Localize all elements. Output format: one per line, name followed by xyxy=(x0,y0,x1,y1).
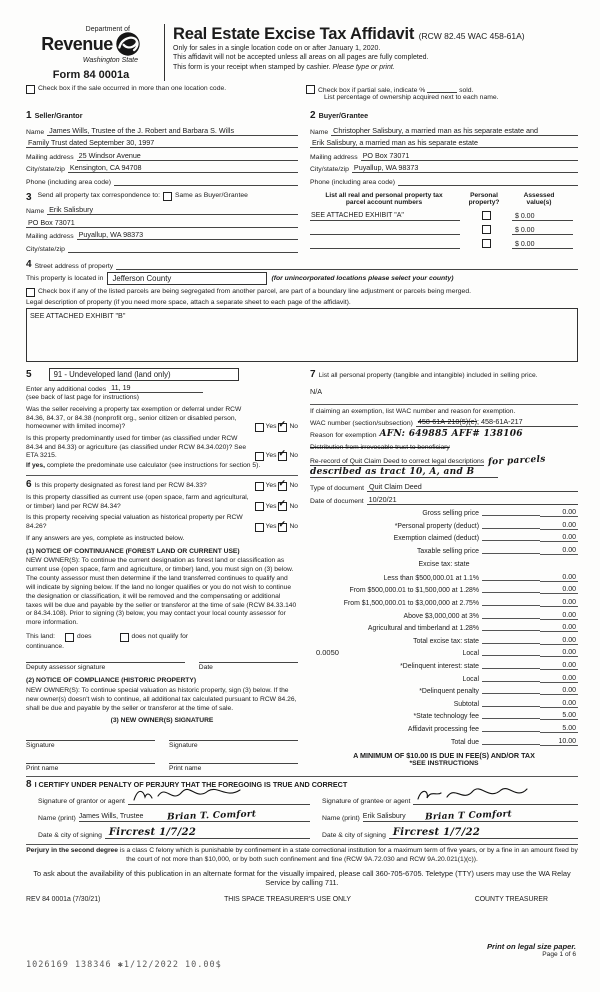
exemption-note: If claiming an exemption, list WAC number and reason for exemption. xyxy=(310,407,516,415)
does-label: does xyxy=(77,633,92,641)
section-7-tax xyxy=(310,368,578,773)
leader-line xyxy=(482,539,540,541)
grantee-signature-field[interactable] xyxy=(413,794,578,805)
section-2-number: 2 xyxy=(310,110,316,121)
exemption-deferral-question: Was the seller receiving a property tax exemption or deferral under RCW 84.36, 84.37, or 84.38 (nonprofit org., senior citizen or disabled person, homeowner with limited income)? xyxy=(26,405,242,431)
fee-row xyxy=(310,700,578,708)
assessed-value-field[interactable]: $ 0.00 xyxy=(512,241,573,249)
grantor-name-handwriting: Brian T. Comfort xyxy=(166,809,257,823)
multi-location-label: Check box if the sale occurred in more than one location code. xyxy=(38,85,227,92)
new-owner-signature-heading: (3) NEW OWNER(S) SIGNATURE xyxy=(110,717,214,725)
deputy-assessor-signature-field[interactable]: Deputy assessor signature xyxy=(26,662,185,671)
price-rows xyxy=(310,509,578,555)
minimum-due-note: A MINIMUM OF $10.00 IS DUE IN FEE(S) AND/OR TAX xyxy=(353,750,535,760)
leader-line xyxy=(482,692,540,694)
section-6-number: 6 xyxy=(26,478,32,490)
corr-mailing-label: Mailing address xyxy=(26,233,74,240)
rerecord-handwriting-2: described as tract 10, A, and B xyxy=(310,467,498,478)
form-title-rcw: (RCW 82.45 WAC 458-61A) xyxy=(418,31,525,41)
historic-no-checkbox[interactable] xyxy=(278,518,287,532)
section-6-designation: 6 Is this property designated as forest land per RCW 84.33? Yes ✓ No Is this property classified as current use (open space, farm and agricultural, or timber) land per RCW 84.34? Yes ✓ No Is this property receiving special valuation as historical property per RCW 84.26? Yes ✓ No If any answers are yes, complete as instructed below. (1) NOTICE OF CONTINUANCE (FOREST LAND OR CURRENT USE) NEW OWNER(S): To continue the current designation as forest land or classification as current use (open space, farm and agriculture, or timber) land, you must sign on (3) below. The county assessor must then determine if the land transferred continues to qualify and will indicate by signing below. If the land no longer qualifies or you do not wish to continue the designation or classification, it will be removed and the compensating or additional taxes will be due and payable by the seller or transferor at the time of sale (RCW 84.33.140 or 84.34.108). Prior to signing (3) below, you may contact your local county assessor for more information. This land: does does not qualify for continuance. Deputy assessor signature Date (2) NOTICE OF COMPLIANCE (HISTORIC PROPERTY) NEW OWNER(S): To continue special valuation as historic property, sign (3) below. If the new owner(s) doesn't wish to continue, all additional tax calculated pursuant to RCW 84.26, shall be due and payable by the seller or transferor at the time of sale. (3) NEW OWNER(S) SIGNATURE Signature Signature Print name Print name xyxy=(26,477,298,773)
grantor-date-city-label: Date & city of signing xyxy=(38,832,102,840)
personal-property-checkbox[interactable] xyxy=(482,225,491,234)
fee-value-field[interactable]: 10.00 xyxy=(540,738,578,746)
leader-line xyxy=(482,642,540,644)
fee-label: *State technology fee xyxy=(413,713,479,721)
agency-dept: Department of xyxy=(85,26,130,33)
multi-location-checkbox[interactable] xyxy=(26,85,35,94)
notice-continuance-text: NEW OWNER(S): To continue the current designation as forest land or classification as current use (open space, farm and agriculture, or timber) land, you must sign on (3) below. The county assessor must then determine if the land transferred continues to qualify and will indicate by signing below. If the land no longer qualifies or you do not wish to continue the designation or classification, it will be removed and the compensating or additional taxes will be due and payable by the seller or transferor at the time of sale (RCW 84.33.140 or 84.34.108). Prior to signing (3) below, you may contact your local county assessor for more information. xyxy=(26,557,297,627)
land-does-checkbox[interactable] xyxy=(65,633,74,642)
page-number: Page 1 of 6 xyxy=(542,951,576,958)
buyer-phone-field[interactable] xyxy=(398,177,578,186)
buyer-name-field[interactable]: Christopher Salisbury, a married man as his separate estate and xyxy=(331,127,578,136)
fee-value-field[interactable]: 0.00 xyxy=(540,509,578,517)
if-any-yes-note: If any answers are yes, complete as instructed below. xyxy=(26,534,185,542)
buyer-mailing-field[interactable]: PO Box 73071 xyxy=(361,152,578,161)
fee-row xyxy=(310,612,578,620)
leader-line xyxy=(482,514,540,516)
reason-exemption-label: Reason for exemption xyxy=(310,432,377,440)
section-2-buyer xyxy=(310,105,578,186)
fee-row xyxy=(310,599,578,607)
agency-name: Revenue xyxy=(41,33,113,54)
parcel-row xyxy=(310,225,578,235)
certify-statement: I CERTIFY UNDER PENALTY OF PERJURY THAT THE FOREGOING IS TRUE AND CORRECT xyxy=(34,780,348,790)
buyer-phone-label: Phone (including area code) xyxy=(310,178,396,186)
check-icon: ✓ xyxy=(278,477,286,488)
fee-label: Gross selling price xyxy=(422,510,479,518)
section-7-number: 7 xyxy=(310,368,316,380)
current-use-question: Is this property classified as current use (open space, farm and agricultural, or timber) land per RCW 84.34? xyxy=(26,493,249,510)
check-icon: ✓ xyxy=(278,418,286,429)
corr-mailing-field[interactable]: Puyallup, WA 98373 xyxy=(77,231,298,240)
fee-label: Exemption claimed (deduct) xyxy=(393,535,479,543)
check-icon: ✓ xyxy=(278,448,286,459)
doc-date-field[interactable]: 10/20/21 xyxy=(367,496,578,505)
section-1-title: Seller/Grantor xyxy=(34,111,83,120)
additional-codes-field[interactable]: 11, 19 xyxy=(109,384,203,393)
header-note-2: This affidavit will not be accepted unless all areas on all pages are fully completed. xyxy=(173,54,429,62)
parcel-number-field[interactable]: SEE ATTACHED EXHIBIT "A" xyxy=(310,212,460,221)
fee-value-field[interactable]: 5.00 xyxy=(540,712,578,720)
segregated-checkbox[interactable] xyxy=(26,288,35,297)
leader-line xyxy=(482,579,540,581)
forest-no-checkbox[interactable] xyxy=(278,477,287,491)
this-land-label: This land: xyxy=(26,633,55,641)
section-8-number: 8 xyxy=(26,779,32,791)
form-title: Real Estate Excise Tax Affidavit xyxy=(173,25,415,43)
alt-format-note: To ask about the availability of this publication in an alternate format for the visually impaired, please call 360-705-6705. Teletype (TTY) users may use the WA Relay Service by calling 711. xyxy=(33,868,571,888)
seller-name-label: Name xyxy=(26,128,45,136)
seller-name-field-2[interactable]: Family Trust dated September 30, 1997 xyxy=(26,139,298,148)
excise-tax-heading: Excise tax: state xyxy=(418,561,470,569)
section-3-correspondence xyxy=(26,192,298,253)
located-in-label: This property is located in xyxy=(26,274,104,282)
notice-compliance-text: NEW OWNER(S): To continue special valuation as historic property, sign (3) below. If the new owner(s) doesn't wish to continue, all additional tax calculated pursuant to RCW 84.26, shall be due and payable by the seller or transferor at the time of sale. xyxy=(26,686,297,712)
fee-value-field[interactable]: 0.00 xyxy=(540,574,578,582)
fee-value-field[interactable]: 0.00 xyxy=(540,662,578,670)
fee-label: From $500,000.01 to $1,500,000 at 1.28% xyxy=(349,587,479,595)
perjury-text: is a class C felony which is punishable by confinement in a state correctional institution for a maximum term of five years, or by a fine in an amount fixed by the court of not more than $10,000, or by both such confinement and fine (RCW 9A.72.030 and RCW 9A.20.021(1)(c)). xyxy=(118,847,578,863)
parcel-number-field[interactable] xyxy=(310,240,460,249)
section-1-seller xyxy=(26,105,298,186)
seller-city-field[interactable]: Kensington, CA 94708 xyxy=(68,164,298,173)
grantor-name-print-label: Name (print) xyxy=(38,815,76,823)
fee-value-field[interactable]: 0.00 xyxy=(540,522,578,530)
fee-value-field[interactable]: 0.00 xyxy=(540,599,578,607)
fee-row xyxy=(310,712,578,720)
reason-exemption-field[interactable]: AFN: 649885 AFF# 138106 xyxy=(379,429,523,440)
fee-value-field[interactable]: 0.00 xyxy=(540,675,578,683)
fee-row xyxy=(310,574,578,582)
section-1-number: 1 xyxy=(26,110,32,121)
fee-row xyxy=(310,637,578,645)
grantor-signature-field[interactable] xyxy=(128,794,310,805)
fee-label: Total due xyxy=(451,738,479,746)
buyer-city-field[interactable]: Puyallup, WA 98373 xyxy=(352,164,578,173)
leader-line xyxy=(482,527,540,529)
fee-row xyxy=(310,675,578,683)
partial-sale-checkbox[interactable] xyxy=(306,85,315,94)
personal-property-checkbox[interactable] xyxy=(482,211,491,220)
fee-value-field[interactable]: 0.00 xyxy=(540,700,578,708)
if-yes-bold: If yes, xyxy=(26,462,45,470)
leader-line xyxy=(482,552,540,554)
section-2-title: Buyer/Grantee xyxy=(318,111,369,120)
fee-row xyxy=(310,534,578,542)
form-header xyxy=(26,24,578,81)
fee-row xyxy=(310,586,578,594)
land-does-not-checkbox[interactable] xyxy=(120,633,129,642)
perjury-bold: Perjury in the second degree xyxy=(26,847,118,855)
partial-sale-note: List percentage of ownership acquired next to each name. xyxy=(324,94,499,101)
historic-question: Is this property receiving special valuation as historical property per RCW 84.26? xyxy=(26,514,243,531)
new-owner-print-name-field-1[interactable]: Print name xyxy=(26,763,155,772)
grantee-signature-label: Signature of grantee or agent xyxy=(322,798,411,806)
fee-label: Local xyxy=(462,675,479,683)
fee-row xyxy=(310,547,578,555)
fee-value-field[interactable]: 0.00 xyxy=(540,637,578,645)
section-8-certify xyxy=(26,776,578,839)
notice-continuance-heading: (1) NOTICE OF CONTINUANCE (FOREST LAND OR CURRENT USE) xyxy=(26,547,240,555)
buyer-mailing-label: Mailing address xyxy=(310,153,358,161)
land-use-code-select[interactable]: 91 - Undeveloped land (land only) xyxy=(49,368,239,381)
does-not-label: does not qualify for xyxy=(131,633,189,641)
fee-value-field[interactable]: 0.00 xyxy=(540,586,578,594)
fee-label: Taxable selling price xyxy=(416,548,479,556)
fee-value-field[interactable]: 0.00 xyxy=(540,624,578,632)
fee-row xyxy=(310,522,578,530)
fee-label: Affidavit processing fee xyxy=(407,726,479,734)
street-address-label: Street address of property xyxy=(34,262,114,270)
section-5-number: 5 xyxy=(26,368,32,380)
fee-label: Above $3,000,000 at 3% xyxy=(403,612,479,620)
agency-state: Washington State xyxy=(82,57,138,64)
wac-struck-value: 458-61A-210(5)(e) xyxy=(417,417,478,427)
rerecord-handwriting-1: for parcels xyxy=(487,454,546,468)
fee-value-field[interactable]: 0.00 xyxy=(540,612,578,620)
cashier-stamp: 1026169 138346 ✱1/12/2022 10.00$ xyxy=(26,960,222,970)
segregated-label: Check box if any of the listed parcels are being segregated from another parcel, are part of a boundary line adjustment or parcels being merged. xyxy=(38,287,471,295)
fee-value-field[interactable]: 0.00 xyxy=(540,649,578,657)
legal-description-label: Legal description of property (if you need more space, attach a separate sheet to each page of the affidavit). xyxy=(26,298,351,306)
corr-city-label: City/state/zip xyxy=(26,245,65,253)
doc-date-label: Date of document xyxy=(310,497,364,505)
leader-line xyxy=(482,667,540,669)
assessed-value-field[interactable]: $ 0.00 xyxy=(512,227,573,235)
fee-label: Agricultural and timberland at 1.28% xyxy=(367,625,479,633)
timber-no-checkbox[interactable] xyxy=(278,448,287,461)
timber-agriculture-question: Is this property predominantly used for timber (as classified under RCW 84.34 and 84.33) or agriculture (as classified under RCW 84.34.020)? See ETA 3215. xyxy=(26,434,247,460)
section-4-property xyxy=(26,259,578,362)
header-divider xyxy=(164,24,165,81)
fee-label: *Personal property (deduct) xyxy=(394,522,479,530)
current-use-yes-checkbox[interactable] xyxy=(255,502,264,511)
form-number: Form 84 0001a xyxy=(52,69,130,81)
if-yes-note: complete the predominate use calculator (see instructions for section 5). xyxy=(44,462,261,470)
grantee-date-city-label: Date & city of signing xyxy=(322,832,386,840)
additional-codes-label: Enter any additional codes xyxy=(26,386,107,393)
grantor-name-print-field[interactable]: James Wills, Trustee Brian T. Comfort xyxy=(79,809,310,822)
fee-label: Local xyxy=(462,650,479,658)
fee-label: Less than $500,000.01 at 1.1% xyxy=(383,574,479,582)
grantor-date-city-field[interactable]: Fircrest 1/7/22 xyxy=(105,826,310,839)
partial-sale-percent-field[interactable] xyxy=(427,85,457,93)
street-address-field[interactable] xyxy=(116,261,578,270)
fee-row xyxy=(310,662,578,670)
new-owner-signature-field-1[interactable]: Signature xyxy=(26,740,155,749)
section-3-number: 3 xyxy=(26,191,32,203)
corr-name-field[interactable]: Erik Salisbury xyxy=(47,206,298,215)
fee-row xyxy=(310,738,578,746)
wac-number-label: WAC number (section/subsection) xyxy=(310,420,413,428)
partial-sale-label-pre: Check box if partial sale, indicate % xyxy=(318,87,426,94)
fee-row xyxy=(310,649,578,657)
check-icon: ✓ xyxy=(278,518,286,529)
current-use-no-checkbox[interactable] xyxy=(278,498,287,511)
fee-row xyxy=(310,725,578,733)
notice-compliance-heading: (2) NOTICE OF COMPLIANCE (HISTORIC PROPERTY) xyxy=(26,677,197,684)
header-note-3: This form is your receipt when stamped by cashier. xyxy=(173,63,333,71)
fee-value-field[interactable]: 0.00 xyxy=(540,547,578,555)
reason-struck-line: Distribution from irrevocable trust to beneficiary xyxy=(310,444,450,452)
parcel-col3-header: Assessed xyxy=(523,191,555,199)
parcel-number-field[interactable] xyxy=(310,226,460,235)
located-in-note: (for unincorporated locations please select your county) xyxy=(271,274,454,282)
historic-yes-checkbox[interactable] xyxy=(255,523,264,532)
treasurer-use-label: THIS SPACE TREASURER'S USE ONLY xyxy=(224,895,351,903)
grantee-date-city-field[interactable]: Fircrest 1/7/22 xyxy=(389,826,578,839)
print-legal-note: Print on legal size paper. xyxy=(486,942,576,951)
timber-yes-checkbox[interactable] xyxy=(255,452,264,461)
tax-rows xyxy=(310,574,578,746)
seller-name-field[interactable]: James Wills, Trustee of the J. Robert and Barbara S. Wills xyxy=(47,127,298,136)
exemption-yes-checkbox[interactable] xyxy=(255,423,264,432)
exemption-no-checkbox[interactable] xyxy=(278,418,287,432)
check-icon: ✓ xyxy=(278,498,286,509)
fee-row xyxy=(310,509,578,517)
corr-city-field[interactable] xyxy=(68,244,298,253)
new-owner-signature-field-2[interactable]: Signature xyxy=(169,740,298,749)
rerecord-text: Re-record of Quit Claim Deed to correct legal descriptions xyxy=(310,458,485,466)
fee-value-field[interactable]: 0.00 xyxy=(540,687,578,695)
grantor-signature-label: Signature of grantor or agent xyxy=(38,798,125,806)
fee-prefix: 0.0050 xyxy=(316,648,339,658)
header-note-1: Only for sales in a single location code on or after January 1, 2020. xyxy=(173,45,381,52)
buyer-name-label: Name xyxy=(310,128,329,136)
same-as-buyer-label: Same as Buyer/Grantee xyxy=(174,191,248,199)
legal-description-field[interactable]: SEE ATTACHED EXHIBIT "B" xyxy=(26,308,578,362)
codes-note: (see back of last page for instructions) xyxy=(26,394,139,401)
continuance-label: continuance. xyxy=(26,643,64,651)
wac-value: ; 458-61A-217 xyxy=(477,417,523,427)
header-note-3-italic: Please type or print. xyxy=(332,63,395,71)
leader-line xyxy=(482,591,540,593)
fee-label: From $1,500,000.01 to $3,000,000 at 2.75% xyxy=(343,600,479,608)
forest-yes-checkbox[interactable] xyxy=(255,482,264,491)
section-4-number: 4 xyxy=(26,258,32,270)
leader-line xyxy=(482,604,540,606)
seller-mailing-label: Mailing address xyxy=(26,153,74,161)
seller-mailing-field[interactable]: 25 Windsor Avenue xyxy=(77,152,298,161)
fee-label: *Delinquent interest: state xyxy=(400,663,479,671)
forest-land-question: Is this property designated as forest land per RCW 84.33? xyxy=(34,481,207,489)
fee-value-field[interactable]: 0.00 xyxy=(540,534,578,542)
leader-line xyxy=(482,617,540,619)
seller-phone-label: Phone (including area code) xyxy=(26,178,112,186)
fee-label: *Delinquent penalty xyxy=(419,688,479,696)
buyer-name-field-2[interactable]: Erik Salisbury, a married man as his separate estate xyxy=(310,139,578,148)
personal-property-label: List all personal property (tangible and intangible) included in selling price. xyxy=(318,371,538,379)
county-treasurer-label: COUNTY TREASURER xyxy=(474,895,548,903)
rev-form-number: REV 84 0001a (7/30/21) xyxy=(26,895,101,903)
grantee-name-print-label: Name (print) xyxy=(322,815,360,823)
new-owner-print-name-field-2[interactable]: Print name xyxy=(169,763,298,772)
wac-number-field[interactable] xyxy=(416,418,578,427)
grantee-name-handwriting: Brian T Comfort xyxy=(424,809,513,823)
county-select[interactable]: Jefferson County xyxy=(107,272,267,285)
fee-row xyxy=(310,624,578,632)
agency-block xyxy=(26,24,156,81)
parcel-table: List all real and personal property tax parcel account numbers Personal property? Assessed value(s) SEE ATTACHED EXHIBIT "A" $ 0.00 $ 0.00 $ 0.00 xyxy=(310,192,578,253)
leader-line xyxy=(482,717,540,719)
fee-row xyxy=(310,687,578,695)
seller-city-label: City/state/zip xyxy=(26,166,65,173)
corr-name-label: Name xyxy=(26,208,45,215)
grantee-signature-icon xyxy=(413,784,533,806)
leader-line xyxy=(482,730,540,732)
partial-sale-label-post: sold. xyxy=(459,87,474,94)
doc-type-label: Type of document xyxy=(310,485,365,493)
seller-phone-field[interactable] xyxy=(114,177,298,186)
grantor-signature-icon xyxy=(128,784,248,806)
see-instructions-note: *SEE INSTRUCTIONS xyxy=(409,759,479,767)
fee-label: Total excise tax: state xyxy=(413,637,479,645)
parcel-row xyxy=(310,239,578,249)
parcel-col1-header: List all real and personal property tax xyxy=(325,191,443,199)
dor-logo-icon xyxy=(115,31,141,57)
leader-line xyxy=(482,705,540,707)
deputy-date-field[interactable]: Date xyxy=(199,662,298,671)
section-3-title: Send all property tax correspondence to: xyxy=(37,191,160,199)
corr-line2-field[interactable]: PO Box 73071 xyxy=(26,219,298,228)
personal-property-field[interactable]: N/A xyxy=(310,386,322,396)
grantee-name-print-field[interactable]: Erik Salisbury Brian T Comfort xyxy=(363,809,578,822)
doc-type-field[interactable]: Quit Claim Deed xyxy=(367,483,578,492)
section-5-land-use: 5 91 - Undeveloped land (land only) Enter any additional codes 11, 19 (see back of last page for instructions) Was the seller receiving a property tax exemption or deferral under RCW 84.36, 84.37, or 84.38 (nonprofit org., senior citizen or disabled person, homeowner with limited income)? Yes ✓ No Is this property predominantly used for timber (as classified under RCW 84.34 and 84.33) or agriculture (as classified under RCW 84.34.020)? See ETA 3215. Yes ✓ No If yes, complete the predominate use calculator (see instructions for section 5). xyxy=(26,368,298,470)
personal-property-checkbox[interactable] xyxy=(482,239,491,248)
fee-label: Subtotal xyxy=(453,700,479,708)
assessed-value-field[interactable]: $ 0.00 xyxy=(512,213,573,221)
same-as-buyer-checkbox[interactable] xyxy=(163,192,172,201)
leader-line xyxy=(482,629,540,631)
fee-value-field[interactable]: 5.00 xyxy=(540,725,578,733)
parcel-row xyxy=(310,211,578,221)
leader-line xyxy=(482,680,540,682)
buyer-city-label: City/state/zip xyxy=(310,166,349,173)
parcel-col2-header: Personal xyxy=(470,191,498,199)
leader-line xyxy=(482,743,540,745)
leader-line xyxy=(482,654,540,656)
